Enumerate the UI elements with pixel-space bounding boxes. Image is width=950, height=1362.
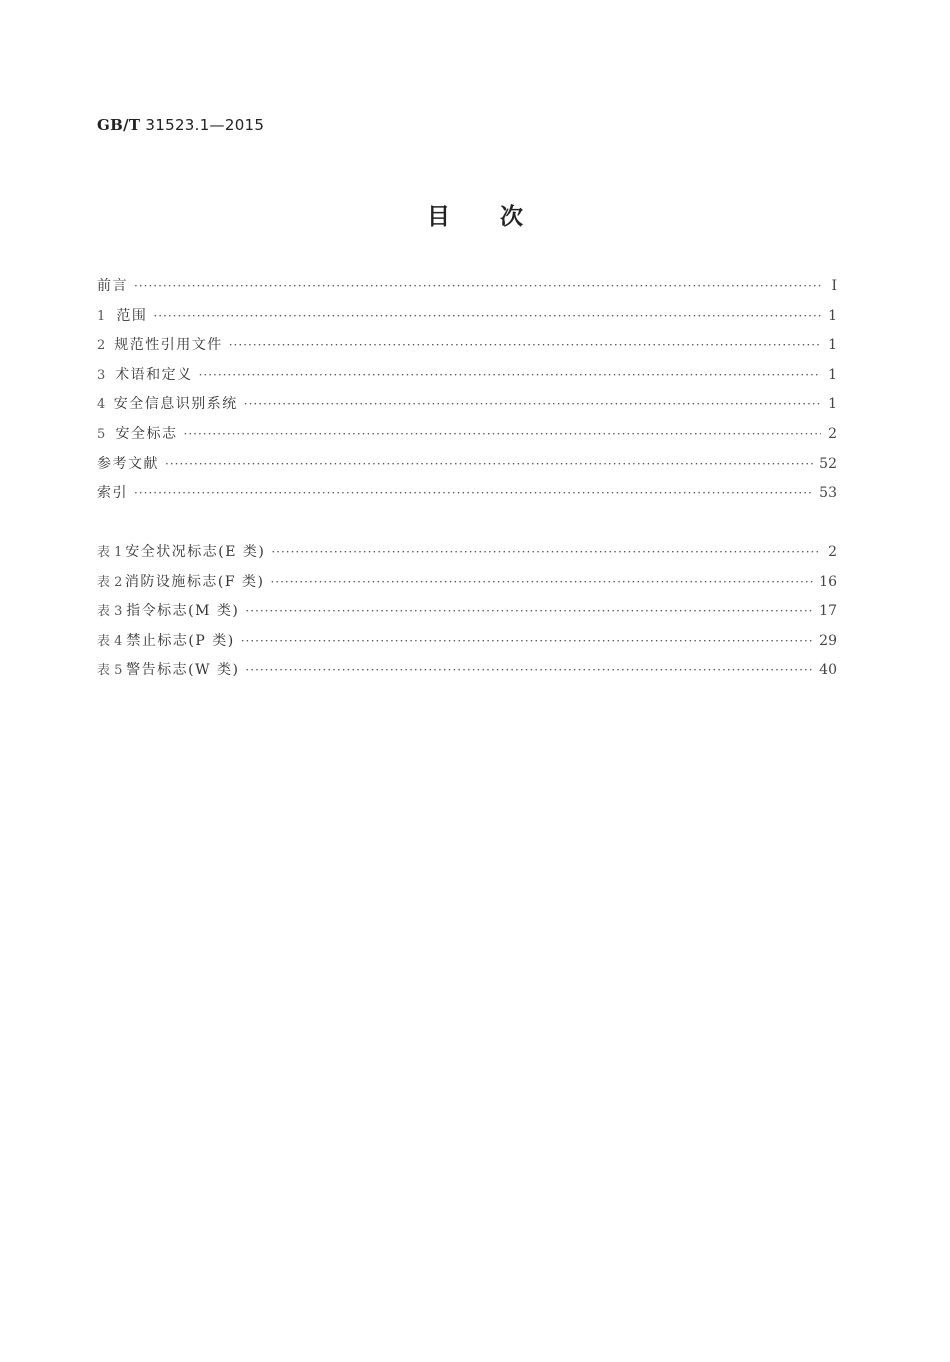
toc-entry-normative-references[interactable]	[97, 334, 837, 364]
toc-table-entry-4[interactable]	[97, 630, 837, 660]
toc-entry-safety-info-system[interactable]	[97, 393, 837, 423]
toc-entry-label: 安全信息识别系统	[113, 396, 238, 413]
toc-table-page: 29	[819, 632, 837, 649]
toc-entry-label: 索引	[97, 485, 128, 502]
toc-leader-dots	[271, 545, 821, 559]
page-title-char-2: 次	[500, 204, 523, 230]
toc-entry-page: 1	[828, 366, 837, 383]
toc-entry-number: 4	[97, 397, 106, 413]
toc-entry-label: 规范性引用文件	[114, 337, 223, 354]
toc-leader-dots	[184, 427, 821, 441]
toc-table-number: 表 5	[97, 663, 123, 679]
toc-table-entry-3[interactable]	[97, 600, 837, 630]
toc-table-page: 40	[819, 662, 837, 679]
toc-entry-page: 53	[819, 485, 837, 502]
toc-entry-foreword[interactable]	[97, 275, 837, 305]
toc-entry-page: 1	[828, 337, 837, 354]
toc-entry-number: 1	[97, 308, 106, 324]
toc-leader-dots	[229, 338, 821, 352]
toc-leader-dots	[165, 457, 813, 471]
toc-entry-page: 2	[828, 425, 837, 442]
toc-table-page: 17	[819, 603, 837, 620]
toc-entry-bibliography[interactable]	[97, 453, 837, 483]
toc-table-number: 表 4	[97, 633, 123, 649]
toc-table-entry-2[interactable]	[97, 571, 837, 601]
toc-leader-dots	[199, 368, 821, 382]
toc-table-list	[97, 541, 837, 689]
standard-code-number: 31523.1—2015	[145, 116, 265, 134]
toc-section-list	[97, 275, 837, 512]
toc-leader-dots	[245, 663, 813, 677]
toc-entry-page: Ⅰ	[831, 278, 837, 294]
toc-table-number: 表 2	[97, 574, 123, 590]
toc-entry-label: 范围	[116, 307, 148, 324]
toc-entry-scope[interactable]	[97, 305, 837, 335]
toc-entry-number: 3	[97, 367, 106, 383]
toc-table-label: 禁止标志(P 类)	[126, 632, 235, 649]
toc-entry-page: 1	[828, 396, 837, 413]
toc-entry-safety-signs[interactable]	[97, 423, 837, 453]
toc-entry-label: 术语和定义	[115, 366, 193, 383]
toc-entry-label: 前言	[97, 278, 128, 294]
toc-leader-dots	[245, 604, 813, 618]
standard-code	[97, 116, 264, 134]
page-title	[0, 198, 950, 231]
toc-entry-number: 2	[97, 338, 106, 354]
toc-leader-dots	[134, 279, 821, 293]
toc-leader-dots	[153, 309, 821, 323]
toc-entry-page: 52	[819, 455, 837, 472]
toc-leader-dots	[134, 486, 813, 500]
toc-entry-terms-definitions[interactable]	[97, 364, 837, 394]
toc-leader-dots	[241, 634, 813, 648]
toc-entry-page: 1	[828, 307, 837, 324]
toc-table-number: 表 1	[97, 545, 123, 560]
toc-table-label: 安全状况标志(E 类)	[125, 544, 266, 560]
toc-table-number: 表 3	[97, 604, 123, 620]
page-title-char-1: 目	[427, 204, 450, 230]
toc-leader-dots	[244, 397, 821, 411]
toc-entry-label: 参考文献	[97, 455, 159, 472]
toc-table-label: 消防设施标志(F 类)	[124, 573, 265, 590]
toc-table-entry-1[interactable]	[97, 541, 837, 571]
toc-entry-index[interactable]	[97, 482, 837, 512]
toc-leader-dots	[270, 575, 813, 589]
standard-code-prefix: GB/T	[97, 116, 141, 134]
toc-entry-number: 5	[97, 426, 106, 442]
toc-table-page: 2	[828, 544, 837, 560]
toc-table-page: 16	[819, 573, 837, 590]
toc-table-entry-5[interactable]	[97, 659, 837, 689]
toc-table-label: 指令标志(M 类)	[126, 603, 240, 620]
toc-table-label: 警告标志(W 类)	[126, 662, 240, 679]
toc-entry-label: 安全标志	[115, 425, 178, 442]
